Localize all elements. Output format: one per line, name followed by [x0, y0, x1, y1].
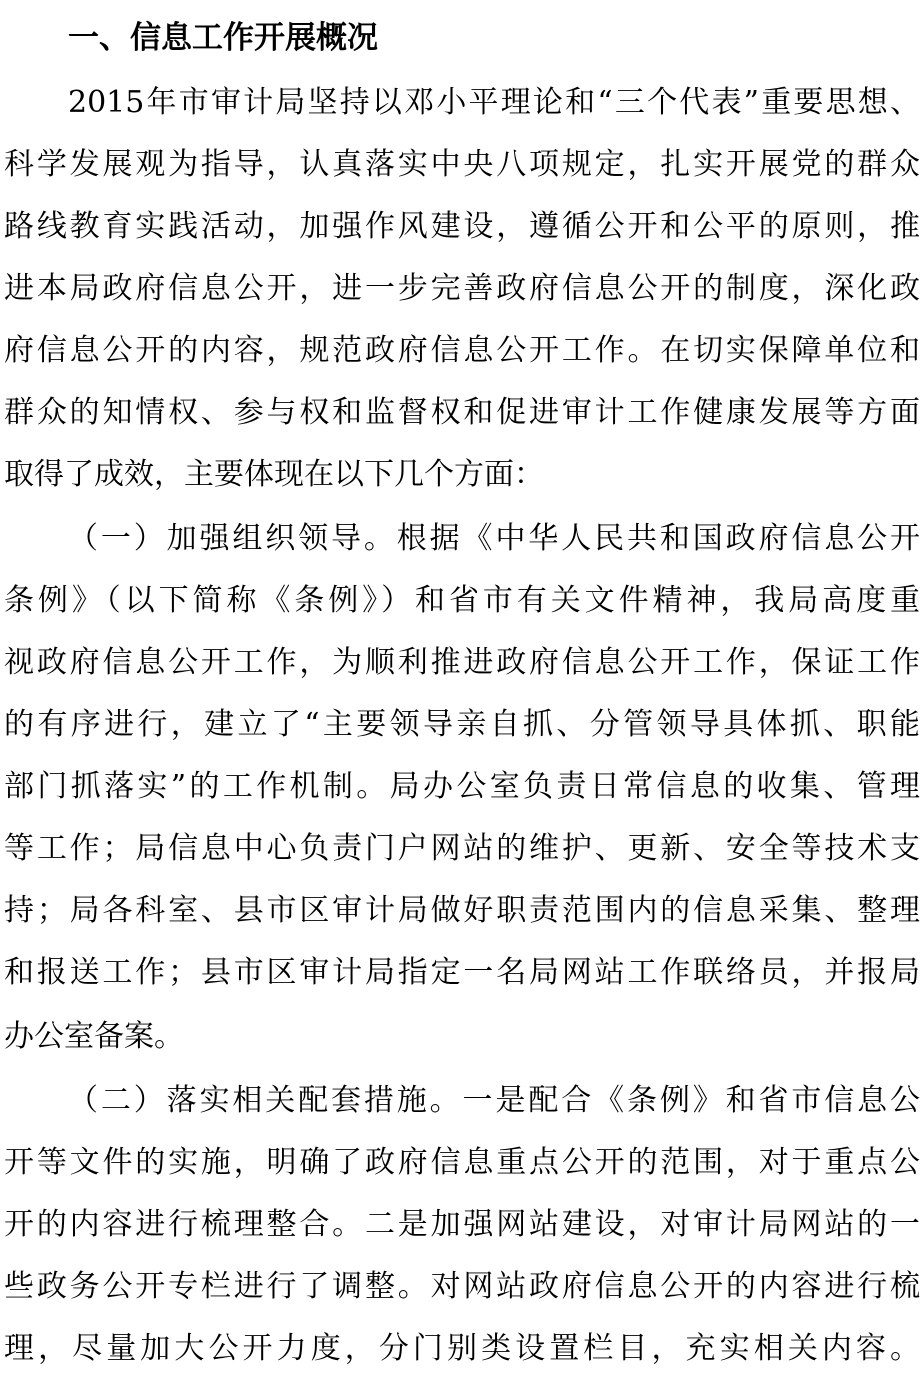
paragraph-1-line-1: 2015年市审计局坚持以邓小平理论和“三个代表”重要思想、: [68, 85, 920, 120]
paragraph-2-line-1: （一）加强组织领导。根据《中华人民共和国政府信息公开: [68, 521, 920, 556]
paragraph-1-line-5: 府信息公开的内容，规范政府信息公开工作。在切实保障单位和: [4, 333, 920, 368]
paragraph-3-line-2: 开等文件的实施，明确了政府信息重点公开的范围，对于重点公: [4, 1145, 920, 1180]
paragraph-3-line-4: 些政务公开专栏进行了调整。对网站政府信息公开的内容进行梳: [4, 1269, 920, 1304]
paragraph-3-line-3: 开的内容进行梳理整合。二是加强网站建设，对审计局网站的一: [4, 1207, 920, 1242]
paragraph-2-line-3: 视政府信息公开工作，为顺利推进政府信息公开工作，保证工作: [4, 645, 920, 680]
section-heading: 一、信息工作开展概况: [68, 20, 378, 56]
paragraph-1-line-6: 群众的知情权、参与权和监督权和促进审计工作健康发展等方面: [4, 395, 920, 430]
paragraph-1-line-7: 取得了成效，主要体现在以下几个方面：: [4, 457, 544, 492]
paragraph-1-line-4: 进本局政府信息公开，进一步完善政府信息公开的制度，深化政: [4, 271, 920, 306]
paragraph-2-line-2: 条例》（以下简称《条例》）和省市有关文件精神，我局高度重: [4, 583, 920, 618]
paragraph-2-line-7: 持；局各科室、县市区审计局做好职责范围内的信息采集、整理: [4, 893, 920, 928]
paragraph-3-line-5: 理，尽量加大公开力度，分门别类设置栏目，充实相关内容。: [4, 1331, 920, 1366]
paragraph-1-line-2: 科学发展观为指导，认真落实中央八项规定，扎实开展党的群众: [4, 147, 920, 182]
paragraph-1-line-3: 路线教育实践活动，加强作风建设，遵循公开和公平的原则，推: [4, 209, 920, 244]
paragraph-2-line-4: 的有序进行，建立了“主要领导亲自抓、分管领导具体抓、职能: [4, 707, 920, 742]
paragraph-3-line-1: （二）落实相关配套措施。一是配合《条例》和省市信息公: [68, 1083, 920, 1118]
paragraph-2-line-5: 部门抓落实”的工作机制。局办公室负责日常信息的收集、管理: [4, 769, 920, 804]
paragraph-2-line-9: 办公室备案。: [4, 1019, 184, 1054]
paragraph-2-line-8: 和报送工作；县市区审计局指定一名局网站工作联络员，并报局: [4, 955, 920, 990]
paragraph-2-line-6: 等工作；局信息中心负责门户网站的维护、更新、安全等技术支: [4, 831, 920, 866]
